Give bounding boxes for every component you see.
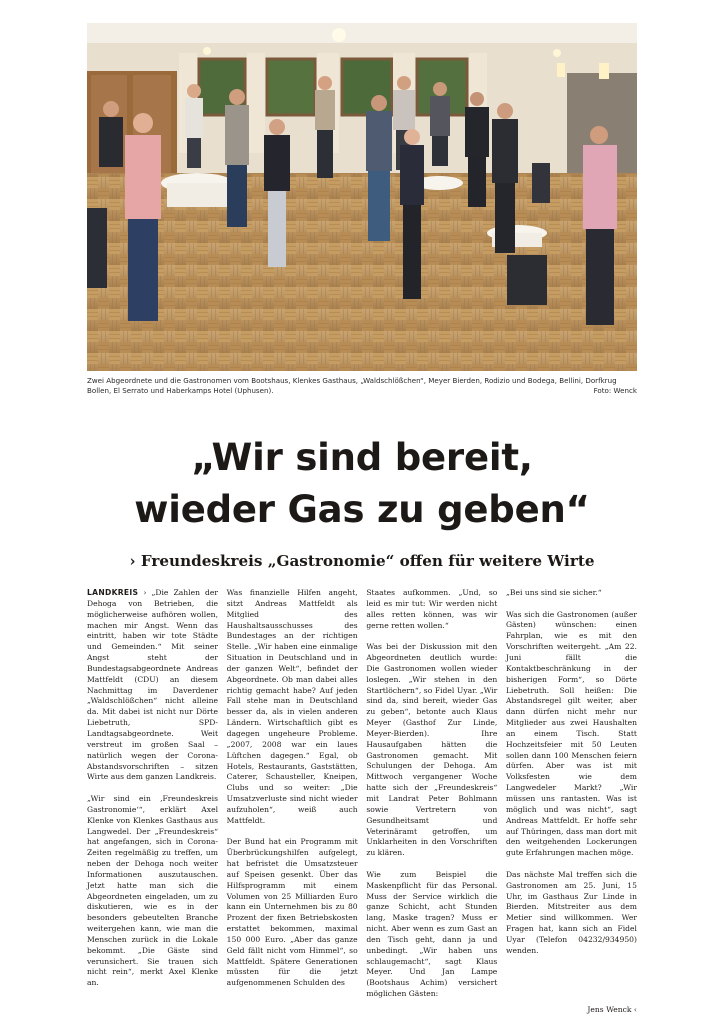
photo-caption: [87, 376, 637, 396]
caption-text: Zwei Abgeordnete und die Gastronomen vom Bootshaus, Klenkes Gasthaus, „Waldschlößchen“, Meyer Bierden, Rodizio und Bodega, Bellini, Dorfkrug Bollen, El Serrato und Haberkamps Hotel (Uphusen).: [87, 376, 617, 395]
headline: [40, 432, 684, 536]
headline-line-2: wieder Gas zu geben“: [134, 488, 590, 531]
article-paragraph: [87, 588, 218, 783]
article-paragraph: Was sich die Gastronomen (außer Gästen) wünschen: einen Fahrplan, wie es mit den Vorschriften weitergeht. „Am 22. Juni fällt die Kontaktbeschränkung in der bisherigen Form“, so Dörte Liebetruth. Soll heißen: Die Abstandsregel gilt weiter, aber dann dürfen nicht mehr nur Mitglieder aus zwei Haushalten an einem Tisch. Statt Hochzeitsfeier mit 50 Leuten sollen dann 100 Menschen feiern dürfen. Aber was ist mit Volksfesten wie dem Langwedeler Markt? „Wir müssen uns rantasten. Was ist möglich und was nicht“, sagt Andreas Mattfeldt. Er hoffe sehr auf Thüringen, dass man dort mit den weitgehenden Lockerungen gute Erfahrungen machen möge.: [505, 609, 637, 858]
article-column-3: [366, 588, 497, 1020]
article-column-1: [87, 588, 218, 1020]
article-paragraph: Der Bund hat ein Programm mit Überbrückungshilfen aufgelegt, hat befristet die Umsatzsteuer auf Speisen gesenkt. Über das Hilfsprogramm mit einem Volumen von 25 Milliarden Euro kann ein Unternehmen bis zu 80 Prozent der fixen Betriebskosten erstattet bekommen, maximal 150 000 Euro. „Aber das ganze Geld fällt nicht vom Himmel“, so Mattfeldt. Spätere Generationen müssten für die jetzt aufgenommenen Schulden des: [226, 837, 358, 988]
dateline-separator: ›: [138, 588, 152, 597]
dateline: LANDKREIS: [87, 588, 139, 597]
group-photo: [87, 23, 637, 371]
group-photo-illustration: [87, 23, 637, 371]
article-column-2: [227, 588, 358, 1020]
paragraph-text: „Die Zahlen der Dehoga von Betrieben, die möglicherweise aufhören wollen, machen mir Angst. Wenn das eintritt, haben wir tote Städte und Gemeinden.“ Mit seiner Angst steht der Bundestagsabgeordnete Andreas Mattfeldt (CDU) an diesem Nachmittag im Daverdener „Waldschlößchen“ nicht alleine da. Mit dabei ist nicht nur Dörte Liebetruth, SPD-Landtagsabgeordnete. Weit verstreut im großen Saal – natürlich wegen der Corona-Abstandsvorschriften – sitzen Wirte aus dem ganzen Landkreis.: [87, 588, 218, 782]
article-body: [87, 588, 637, 1020]
article-paragraph: „Wir sind ein ‚Freundeskreis Gastronomie‘“, erklärt Axel Klenke von Klenkes Gasthaus aus Langwedel. Der „Freundeskreis“ hat angefangen, sich in Corona-Zeiten regelmäßig zu treffen, um neben der Dehoga noch weiter Informationen auszutauschen. Jetzt hatte man sich die Abgeordneten eingeladen, um zu diskutieren, wie es in der besonders gebeutelten Branche weitergehen kann, wie man die Menschen zurück in die Lokale bekommt. „Die Gäste sind verunsichert. Sie trauen sich nicht rein“, merkt Axel Klenke an.: [87, 793, 218, 988]
article-paragraph: „Bei uns sind sie sicher.“: [505, 588, 602, 597]
article-paragraph: Was finanzielle Hilfen angeht, sitzt Andreas Mattfeldt als Mitglied des Haushaltsausschusses des Bundestages an der richtigen Stelle. „Wir haben eine einmalige Situation in Deutschland und in der ganzen Welt“, befindet der Abgeordnete. Ob man dabei alles richtig gemacht habe? Auf jeden Fall stehe man in Deutschland besser da, als in vielen anderen Ländern. Wirtschaftlich gibt es dagegen ungeheure Probleme. „2007, 2008 war ein laues Lüftchen dagegen.“ Egal, ob Hotels, Restaurants, Gaststätten, Caterer, Schausteller, Kneipen, Clubs und so weiter: „Die Umsatzverluste sind nicht wieder aufzuholen“, weiß auch Mattfeldt.: [226, 588, 358, 825]
subheadline: › Freundeskreis „Gastronomie“ offen für weitere Wirte: [129, 552, 595, 570]
article-paragraph: Das nächste Mal treffen sich die Gastronomen am 25. Juni, 15 Uhr, im Gasthaus Zur Linde in Bierden. Mitstreiter aus dem Metier sind willkommen. Wer Fragen hat, kann sich an Fidel Uyar (Telefon 04232/934950) wenden.: [505, 869, 637, 955]
article-column-4: [506, 588, 637, 1020]
article-paragraph: Staates aufkommen. „Und, so leid es mir tut: Wir werden nicht alles retten können, was wir gerne retten wollen.“: [366, 588, 498, 630]
article-paragraph: Was bei der Diskussion mit den Abgeordneten deutlich wurde: Die Gastronomen wollen wieder loslegen. „Wir stehen in den Startlöchern“, so Fidel Uyar. „Wir sind da, sind bereit, wieder Gas zu geben“, betonte auch Klaus Meyer (Gasthof Zur Linde, Meyer-Bierden). Ihre Hausaufgaben hätten die Gastronomen gemacht. Mit Schulungen der Dehoga. Am Mittwoch vergangener Woche hatte sich der „Freundeskreis“ mit Landrat Peter Bohlmann sowie Vertretern von Gesundheitsamt und Veterinäramt getroffen, um Unklarheiten in den Vorschriften zu klären.: [366, 642, 498, 858]
headline-line-1: „Wir sind bereit,: [191, 436, 533, 479]
article-paragraph: Wie zum Beispiel die Maskenpflicht für das Personal. Muss der Service wirklich die ganze Schicht, acht Stunden lang, Maske tragen? Muss er nicht. Aber wenn es zum Gast an den Tisch geht, dann ja und unbedingt. „Wir haben uns schlaugemacht“, sagt Klaus Meyer. Und Jan Lampe (Bootshaus Achim) versichert möglichen Gästen:: [366, 869, 498, 999]
photo-credit: Foto: Wenck: [593, 386, 637, 395]
author-byline: Jens Wenck ‹: [587, 1005, 637, 1014]
